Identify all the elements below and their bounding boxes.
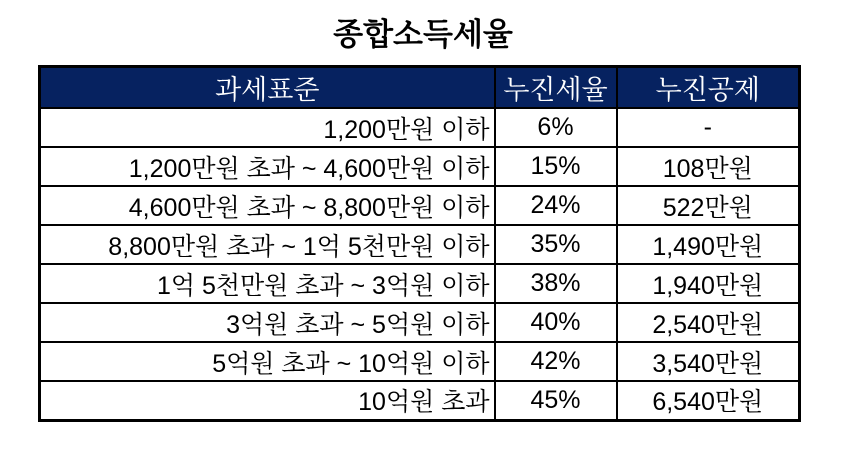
table-row	[40, 342, 800, 381]
table-row	[40, 264, 800, 303]
table-row	[40, 225, 800, 264]
cell-progressive-rate: 15%	[495, 147, 617, 186]
table-row	[40, 381, 800, 420]
cell-progressive-rate: 6%	[495, 108, 617, 147]
cell-tax-base: 1,200만원 초과 ~ 4,600만원 이하	[40, 147, 495, 186]
cell-progressive-deduction: 108만원	[617, 147, 800, 186]
cell-tax-base: 10억원 초과	[40, 381, 495, 420]
cell-tax-base: 8,800만원 초과 ~ 1억 5천만원 이하	[40, 225, 495, 264]
cell-tax-base: 3억원 초과 ~ 5억원 이하	[40, 303, 495, 342]
table-row	[40, 147, 800, 186]
cell-progressive-deduction: -	[617, 108, 800, 147]
cell-progressive-deduction: 6,540만원	[617, 381, 800, 420]
cell-tax-base: 4,600만원 초과 ~ 8,800만원 이하	[40, 186, 495, 225]
table-row	[40, 303, 800, 342]
cell-progressive-rate: 40%	[495, 303, 617, 342]
header-cell-progressive-rate: 누진세율	[495, 67, 617, 109]
income-tax-rate-table	[38, 65, 801, 422]
cell-progressive-rate: 42%	[495, 342, 617, 381]
header-cell-progressive-deduction: 누진공제	[617, 67, 800, 109]
header-cell-tax-base: 과세표준	[40, 67, 495, 109]
page-title: 종합소득세율	[333, 17, 513, 52]
table-row	[40, 108, 800, 147]
cell-progressive-rate: 35%	[495, 225, 617, 264]
header-row	[40, 67, 800, 109]
cell-tax-base: 1,200만원 이하	[40, 108, 495, 147]
table-row	[40, 186, 800, 225]
cell-progressive-rate: 38%	[495, 264, 617, 303]
cell-tax-base: 5억원 초과 ~ 10억원 이하	[40, 342, 495, 381]
cell-progressive-deduction: 1,490만원	[617, 225, 800, 264]
cell-progressive-deduction: 522만원	[617, 186, 800, 225]
cell-progressive-deduction: 3,540만원	[617, 342, 800, 381]
cell-progressive-deduction: 1,940만원	[617, 264, 800, 303]
table-body	[40, 108, 800, 420]
cell-progressive-deduction: 2,540만원	[617, 303, 800, 342]
cell-progressive-rate: 45%	[495, 381, 617, 420]
cell-progressive-rate: 24%	[495, 186, 617, 225]
cell-tax-base: 1억 5천만원 초과 ~ 3억원 이하	[40, 264, 495, 303]
